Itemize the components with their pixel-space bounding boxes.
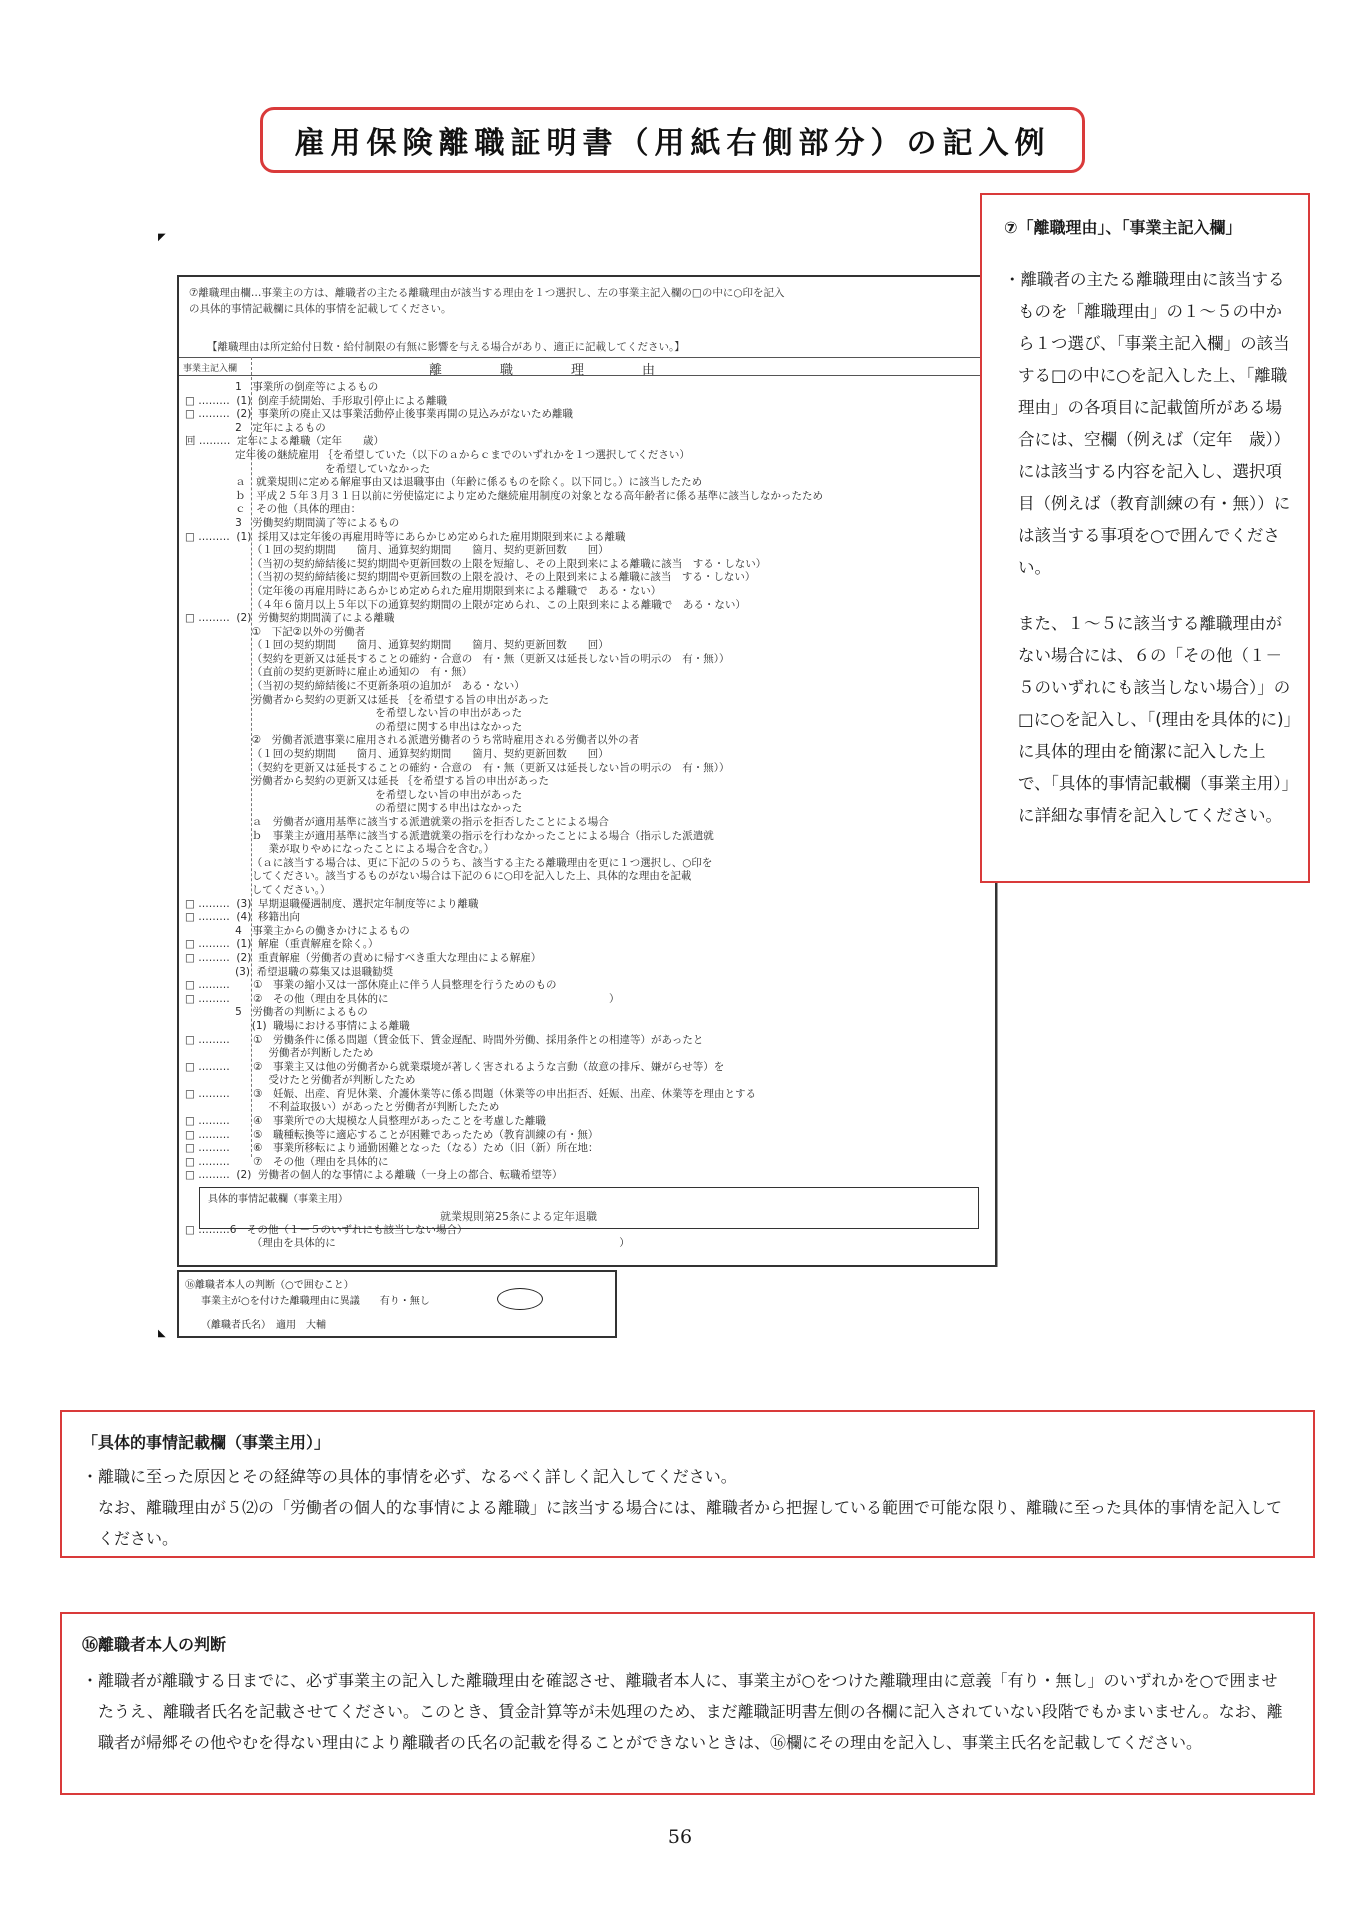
form-warning: 【離職理由は所定給付日数・給付制限の有無に影響を与える場合があり、適正に記載してください。】 xyxy=(207,341,685,353)
judge-line: 事業主が○を付けた離職理由に異議 有り・無し xyxy=(201,1296,430,1307)
judge-note-line1: ・離職者が離職する日までに、必ず事業主の記入した離職理由を確認させ、離職者本人に、事業主が○をつけた離職理由に意義「有り・無し」のいずれかを○で囲ませたうえ、離職者氏名を記載させてください。このとき、賃金計算等が未処理のため、まだ離職証明書左側の各欄に記入されていない段階でもかまいません。なお、離職者が帰郷その他やむを得ない理由により離職者の氏名の記載を得ることができないときは、⑯欄にその理由を記入し、事業主氏名を記載してください。 xyxy=(82,1671,1283,1752)
judge-name-label xyxy=(201,1316,326,1331)
form-header: ⑦離職理由欄…事業主の方は、離職者の主たる離職理由が該当する理由を１つ選択し、左の事業主記入欄の□の中に○印を記入 の具体的事情記載欄に具体的事情を記載してください。 xyxy=(189,287,785,315)
reason-note-para2: また、１～５に該当する離職理由がない場合には、６の「その他（１－５のいずれにも該当しない場合）」の□に○を記入し、「(理由を具体的に)」に具体的理由を簡潔に記入した上で、「具体的事情記載欄（事業主用）」に詳細な事情を記入してください。 xyxy=(1018,614,1292,825)
judge-name: 適用 大輔 xyxy=(276,1320,326,1331)
detail-label: 具体的事情記載欄（事業主用） xyxy=(208,1194,348,1205)
corner-mark-icon: ◤ xyxy=(158,232,166,243)
detail-box xyxy=(199,1187,979,1229)
detail-note-line2: なお、離職理由が５⑵の「労働者の個人的な事情による離職」に該当する場合には、離職者から把握している範囲で可能な限り、離職に至った具体的事情を記入してください。 xyxy=(98,1498,1283,1548)
reason-note-para1: ・離職者の主たる離職理由に該当するものを「離職理由」の１～５の中から１つ選び、「事業主記入欄」の該当する□の中に○を記入した上、「離職理由」の各項目に記載箇所がある場合には、空欄（例えば（定年 歳））には該当する内容を記入し、選択項目（例えば（教育訓練の有・無））には該当する事項を○で囲んでください。 xyxy=(1004,270,1291,577)
circle-mark-icon xyxy=(497,1288,543,1310)
page-title: 雇用保険離職証明書（用紙右側部分）の記入例 xyxy=(294,126,1051,161)
corner-mark-icon: ◣ xyxy=(158,1328,166,1339)
reason-rows: 1 事業所の倒産等によるもの □ ……… (1) 倒産手続開始、手形取引停止による離職 □ ……… (2) 事業所の廃止又は事業活動停止後事業再開の見込みがないため離職 2 定年によるもの 回 ……… 定年による離職（定年 歳） 定年後の継続雇用 ｛を希望していた（以下のａからｃまでのいずれかを１つ選択してください） を希望していなかった ａ 就業規則に定める解雇事由又は退職事由（年齢に係るものを除く。以下同じ。）に該当したため ｂ 平成２５年３月３１日以前に労使協定により定めた継続雇用制度の対象となる高年齢者に係る基準に該当しなかったため ｃ その他（具体的理由： 3 労働契約期間満了等によるもの □ ……… (1) 採用又は定年後の再雇用時等にあらかじめ定められた雇用期限到来による離職 （１回の契約期間 箇月、通算契約期間 箇月、契約更新回数 回） （当初の契約締結後に契約期間や更新回数の上限を短縮し、その上限到来による離職に該当 する・しない） （当初の契約締結後に契約期間や更新回数の上限を設け、その上限到来による離職に該当 する・しない） （定年後の再雇用時にあらかじめ定められた雇用期限到来による離職で ある・ない） （４年６箇月以上５年以下の通算契約期間の上限が定められ、この上限到来による離職で ある・ない） □ ……… (2) 労働契約期間満了による離職 ① 下記②以外の労働者 （１回の契約期間 箇月、通算契約期間 箇月、契約更新回数 回） （契約を更新又は延長することの確約・合意の 有・無（更新又は延長しない旨の明示の 有・無）） （直前の契約更新時に雇止め通知の 有・無） （当初の契約締結後に不更新条項の追加が ある・ない） 労働者から契約の更新又は延長 ｛を希望する旨の申出があった を希望しない旨の申出があった の希望に関する申出はなかった ② 労働者派遣事業に雇用される派遣労働者のうち常時雇用される労働者以外の者 （１回の契約期間 箇月、通算契約期間 箇月、契約更新回数 回） （契約を更新又は延長することの確約・合意の 有・無（更新又は延長しない旨の明示の 有・無）） 労働者から契約の更新又は延長 ｛を希望する旨の申出があった を希望しない旨の申出があった の希望に関する申出はなかった ａ 労働者が適用基準に該当する派遣就業の指示を拒否したことによる場合 ｂ 事業主が適用基準に該当する派遣就業の指示を行わなかったことによる場合（指示した派遣就 業が取りやめになったことによる場合を含む。） （ａに該当する場合は、更に下記の５のうち、該当する主たる離職理由を更に１つ選択し、○印を してください。該当するものがない場合は下記の６に○印を記入した上、具体的な理由を記載 してください。） □ ……… (3) 早期退職優遇制度、選択定年制度等により離職 □ ……… (4) 移籍出向 4 事業主からの働きかけによるもの □ ……… (1) 解雇（重責解雇を除く。） □ ……… (2) 重責解雇（労働者の責めに帰すべき重大な理由による解雇） (3) 希望退職の募集又は退職勧奨 □ ……… ① 事業の縮小又は一部休廃止に伴う人員整理を行うためのもの □ ……… ② その他（理由を具体的に ） 5 労働者の判断によるもの (1) 職場における事情による離職 □ ……… ① 労働条件に係る問題（賃金低下、賃金遅配、時間外労働、採用条件との相違等）があったと 労働者が判断したため □ ……… ② 事業主又は他の労働者から就業環境が著しく害されるような言動（故意の排斥、嫌がらせ等）を 受けたと労働者が判断したため □ ……… ③ 妊娠、出産、育児休業、介護休業等に係る問題（休業等の申出拒否、妊娠、出産、休業等を理由とする 不利益取扱い）があったと労働者が判断したため □ ……… ④ 事業所での大規模な人員整理があったことを考慮した離職 □ ……… ⑤ 職種転換等に適応することが困難であったため（教育訓練の有・無） □ ……… ⑥ 事業所移転により通勤困難となった（なる）ため（旧（新）所在地： □ ……… ⑦ その他（理由を具体的に □ ……… (2) 労働者の個人的な事情による離職（一身上の都合、転職希望等） □ ………6 その他（１－５のいずれにも該当しない場合） （理由を具体的に ） xyxy=(185,381,824,1250)
judge-note xyxy=(60,1612,1315,1795)
detail-note-heading: 「具体的事情記載欄（事業主用）」 xyxy=(82,1433,331,1452)
detail-note-line1: ・離職に至った原因とその経緯等の具体的事情を必ず、なるべく詳しく記入してください。 xyxy=(82,1467,737,1486)
page-title-box xyxy=(260,107,1085,173)
reason-column-header: 離職理由 xyxy=(429,363,714,378)
reason-note xyxy=(980,193,1310,883)
reason-note-heading: ⑦「離職理由」、「事業主記入欄」 xyxy=(1004,218,1242,237)
judge-label: ⑯離職者本人の判断（○で囲むこと） xyxy=(185,1280,354,1291)
reason-form xyxy=(177,275,997,1267)
divider xyxy=(179,357,995,358)
page-number: 56 xyxy=(667,1826,693,1848)
detail-note xyxy=(60,1410,1315,1558)
judge-name-caption: （離職者氏名） xyxy=(201,1320,266,1331)
employer-column-header: 事業主記入欄 xyxy=(183,364,238,374)
judge-note-heading: ⑯離職者本人の判断 xyxy=(82,1635,227,1654)
judge-box xyxy=(177,1270,617,1338)
detail-value: 就業規則第25条による定年退職 xyxy=(440,1210,597,1223)
